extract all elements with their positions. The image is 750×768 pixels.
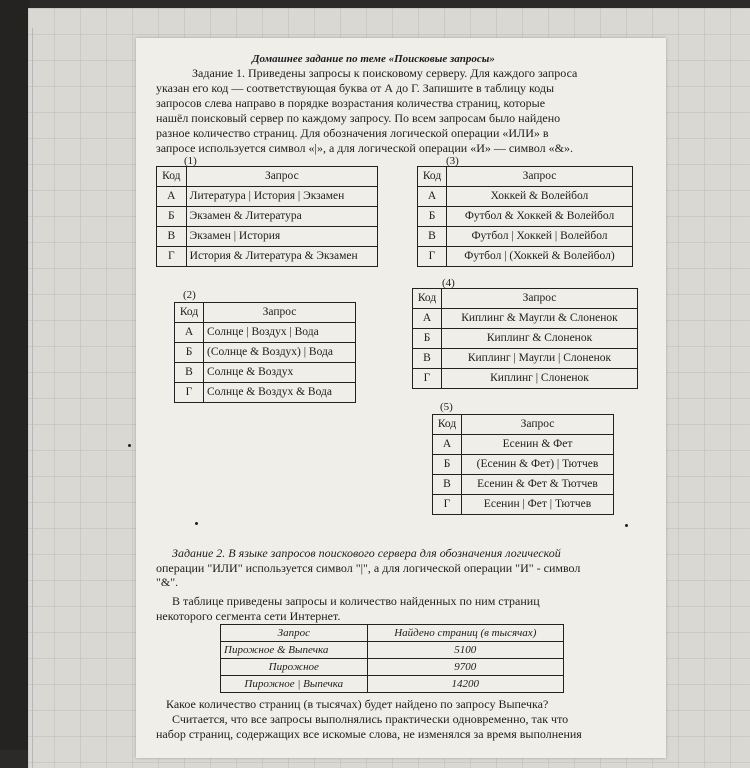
- task2-line-3: "&".: [156, 575, 179, 589]
- table-3: Код Запрос А Хоккей & Волейбол Б Футбол & Хоккей & Волейбол В Футбол | Хоккей | Волейбол Г Футбол | (Хоккей & Волейбол): [417, 166, 633, 267]
- table-3-label: (3): [446, 155, 459, 167]
- table-row: Г Футбол | (Хоккей & Волейбол): [418, 247, 633, 267]
- table-row: А Солнце | Воздух | Вода: [175, 323, 356, 343]
- table-row: А Хоккей & Волейбол: [418, 187, 633, 207]
- ink-dot: [625, 524, 628, 527]
- table-1-label: (1): [184, 155, 197, 167]
- desk-edge: [0, 0, 30, 750]
- task1-line-6: запросе используется символ «|», а для логической операции «И» — символ «&».: [156, 141, 573, 155]
- col-code: Код: [157, 167, 187, 187]
- table-row: Г Есенин | Фет | Тютчев: [433, 495, 614, 515]
- table-2: Код Запрос А Солнце | Воздух | Вода Б (Солнце & Воздух) | Вода В Солнце & Воздух Г Солнце & Воздух & Вода: [174, 302, 356, 403]
- col-found: Найдено страниц (в тысячах): [367, 625, 563, 642]
- table-1: [156, 166, 378, 267]
- col-query: Запрос: [186, 167, 377, 187]
- homework-sheet: [136, 38, 666, 758]
- table-row: Б (Есенин & Фет) | Тютчев: [433, 455, 614, 475]
- ink-dot: [195, 522, 198, 525]
- task2-note-line-2: набор страниц, содержащих все искомые слова, не изменялся за время выполнения: [156, 727, 582, 741]
- margin-line: [32, 28, 33, 768]
- table-5-label: (5): [440, 401, 453, 413]
- table-row: Б (Солнце & Воздух) | Вода: [175, 343, 356, 363]
- pages-table: [220, 624, 564, 693]
- task2-line-2: операции "ИЛИ" используется символ "|", а для логической операции "И" - символ: [156, 561, 581, 575]
- table-row: В Киплинг | Маугли | Слоненок: [413, 349, 638, 369]
- task1-line-4: нашёл поисковый сервер по каждому запросу. По всем запросам было найдено: [156, 111, 561, 125]
- table-row: Б Футбол & Хоккей & Волейбол: [418, 207, 633, 227]
- table-row: Пирожное | Выпечка 14200: [221, 676, 564, 693]
- task2-line-4: В таблице приведены запросы и количество найденных по ним страниц: [172, 594, 540, 608]
- table-row: Пирожное 9700: [221, 659, 564, 676]
- task2-line-1: Задание 2. В языке запросов поискового сервера для обозначения логической: [172, 546, 561, 560]
- table-row: Г Солнце & Воздух & Вода: [175, 383, 356, 403]
- table-row: А Киплинг & Маугли & Слоненок: [413, 309, 638, 329]
- task1-line-5: разное количество страниц. Для обозначения логической операции «ИЛИ» в: [156, 126, 549, 140]
- table-2-label: (2): [183, 289, 196, 301]
- col-query: Запрос: [221, 625, 368, 642]
- table-row: А Литература | История | Экзамен: [157, 187, 378, 207]
- table-row: А Есенин & Фет: [433, 435, 614, 455]
- task2-note-line-1: Считается, что все запросы выполнялись практически одновременно, так что: [172, 712, 569, 726]
- task1-line-2: указан его код — соответствующая буква от А до Г. Запишите в таблицу коды: [156, 81, 555, 95]
- heading: Домашнее задание по теме «Поисковые запросы»: [252, 53, 495, 65]
- table-row: Пирожное & Выпечка 5100: [221, 642, 564, 659]
- table-4: Код Запрос А Киплинг & Маугли & Слоненок Б Киплинг & Слоненок В Киплинг | Маугли | Слоненок Г Киплинг | Слоненок: [412, 288, 638, 389]
- table-row: Б Киплинг & Слоненок: [413, 329, 638, 349]
- table-row: Г История & Литература & Экзамен: [157, 247, 378, 267]
- table-row: В Экзамен | История: [157, 227, 378, 247]
- table-row: В Футбол | Хоккей | Волейбол: [418, 227, 633, 247]
- table-4-label: (4): [442, 277, 455, 289]
- table-row: Б Экзамен & Литература: [157, 207, 378, 227]
- task2-question: Какое количество страниц (в тысячах) будет найдено по запросу Выпечка?: [166, 697, 549, 711]
- table-row: Г Киплинг | Слоненок: [413, 369, 638, 389]
- task1-line-3: запросов слева направо в порядке возрастания количества страниц, которые: [156, 96, 546, 110]
- task2-line-5: некоторого сегмента сети Интернет.: [156, 609, 341, 623]
- table-row: В Солнце & Воздух: [175, 363, 356, 383]
- task1-line-1: Задание 1. Приведены запросы к поисковому серверу. Для каждого запроса: [192, 66, 578, 80]
- table-5: Код Запрос А Есенин & Фет Б (Есенин & Фет) | Тютчев В Есенин & Фет & Тютчев Г Есенин | Фет | Тютчев: [432, 414, 614, 515]
- ink-dot: [128, 444, 131, 447]
- table-row: В Есенин & Фет & Тютчев: [433, 475, 614, 495]
